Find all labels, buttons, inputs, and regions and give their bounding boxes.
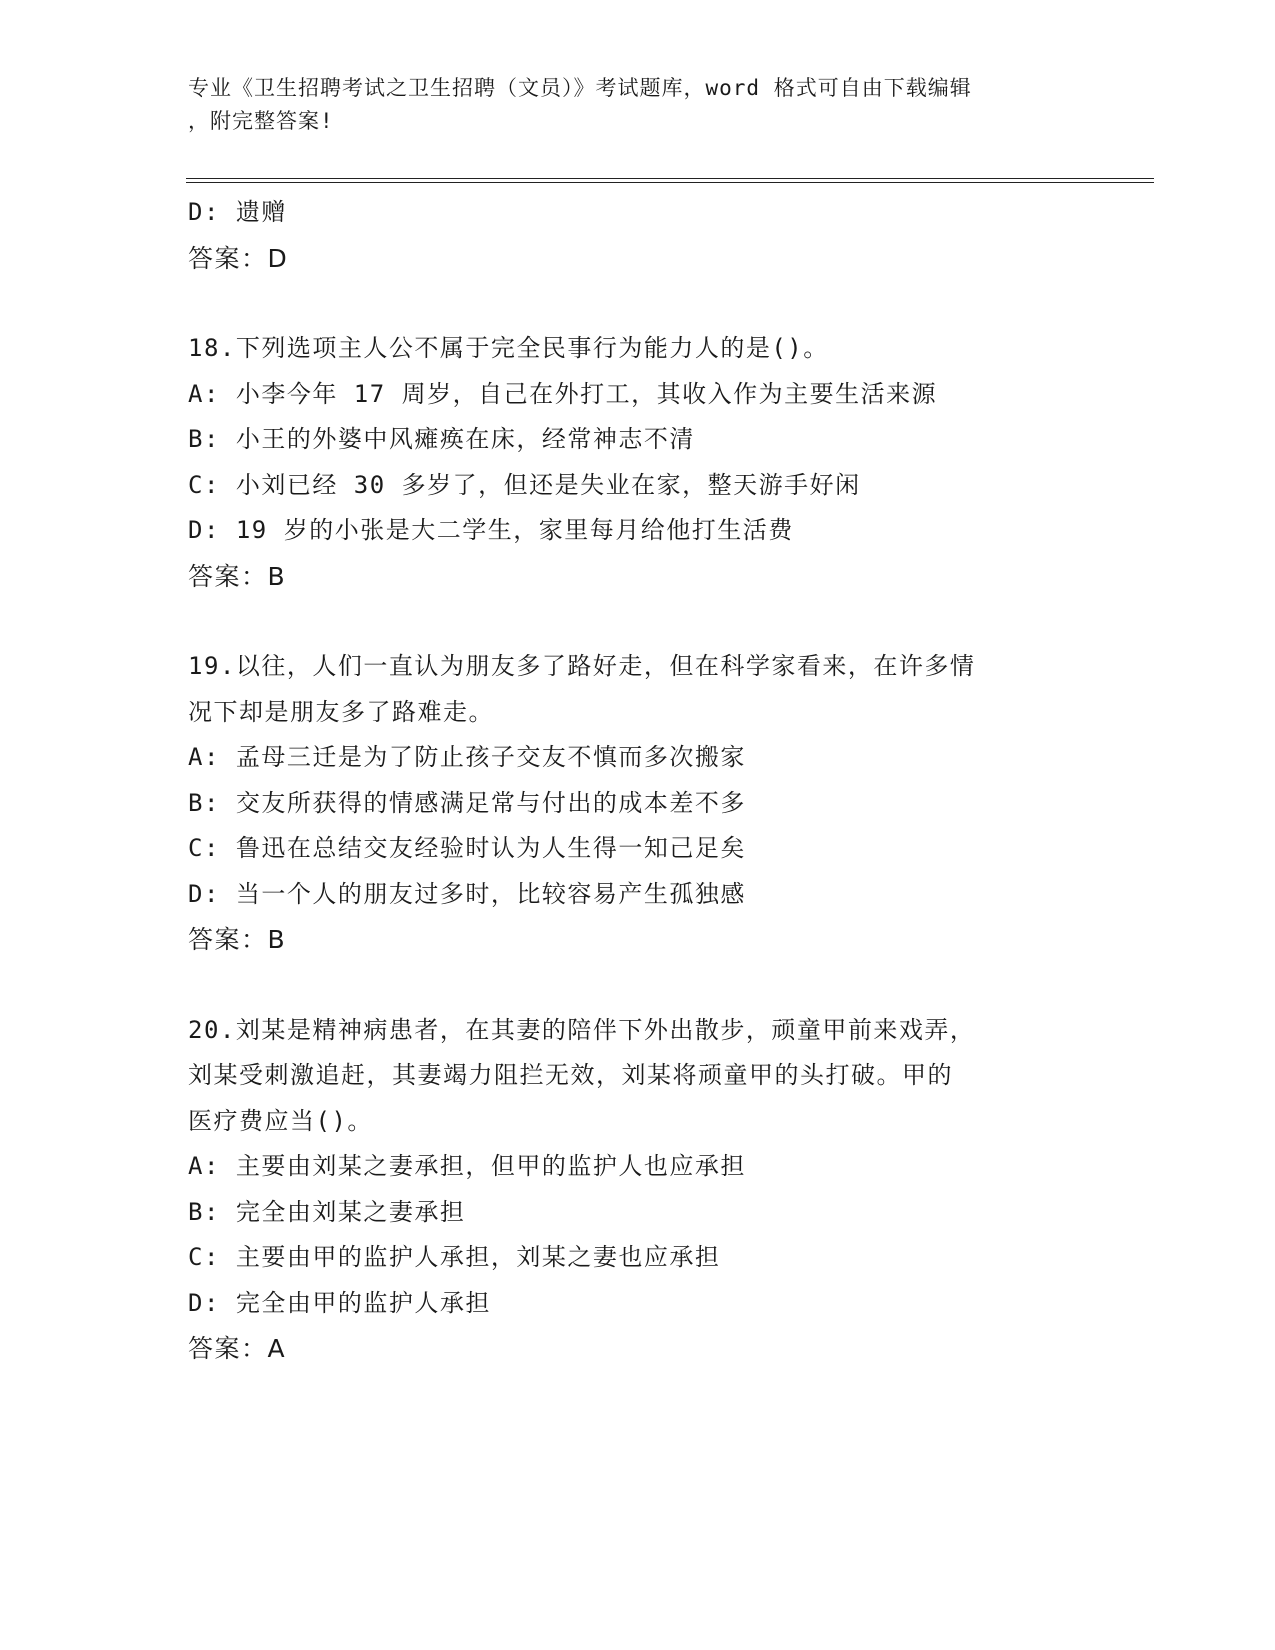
header-divider-top xyxy=(186,178,1154,179)
question-stem-line-1: 20.刘某是精神病患者，在其妻的陪伴下外出散步，顽童甲前来戏弄， xyxy=(188,1015,976,1044)
spacer xyxy=(188,963,1088,1008)
question-20 xyxy=(188,1008,1088,1372)
option-d: D: 遗赠 xyxy=(188,198,287,226)
question-17 xyxy=(188,190,1088,281)
option-a: A: 主要由刘某之妻承担，但甲的监护人也应承担 xyxy=(188,1152,746,1180)
option-c: C: 鲁迅在总结交友经验时认为人生得一知己足矣 xyxy=(188,834,746,862)
option-a: A: 小李今年 17 周岁，自己在外打工，其收入作为主要生活来源 xyxy=(188,379,938,408)
answer: 答案：D xyxy=(188,243,289,273)
answer: 答案：A xyxy=(188,1334,287,1363)
spacer xyxy=(188,281,1088,326)
option-b: B: 小王的外婆中风瘫痪在床，经常神志不清 xyxy=(188,425,695,453)
answer: 答案：B xyxy=(188,925,287,954)
option-c: C: 主要由甲的监护人承担，刘某之妻也应承担 xyxy=(188,1243,721,1271)
option-b: B: 完全由刘某之妻承担 xyxy=(188,1197,466,1226)
option-d: D: 当一个人的朋友过多时，比较容易产生孤独感 xyxy=(188,879,746,908)
option-d: D: 19 岁的小张是大二学生，家里每月给他打生活费 xyxy=(188,516,794,544)
header-divider-bottom xyxy=(186,182,1154,183)
question-content xyxy=(188,190,1088,1372)
question-stem-line-1: 19.以往，人们一直认为朋友多了路好走，但在科学家看来，在许多情 xyxy=(188,652,976,680)
header-line-1: 专业《卫生招聘考试之卫生招聘（文员）》考试题库，word 格式可自由下载编辑 xyxy=(188,76,972,100)
question-stem-line-2: 况下却是朋友多了路难走。 xyxy=(188,697,494,726)
option-a: A: 孟母三迁是为了防止孩子交友不慎而多次搬家 xyxy=(188,743,746,771)
question-19 xyxy=(188,644,1088,963)
header-line-2: ，附完整答案! xyxy=(188,109,334,133)
option-c: C: 小刘已经 30 多岁了，但还是失业在家，整天游手好闲 xyxy=(188,470,861,499)
question-stem-line-2: 刘某受刺激追赶，其妻竭力阻拦无效，刘某将顽童甲的头打破。甲的 xyxy=(188,1061,953,1089)
option-b: B: 交友所获得的情感满足常与付出的成本差不多 xyxy=(188,788,746,817)
question-stem-line-3: 医疗费应当()。 xyxy=(188,1106,373,1135)
option-d: D: 完全由甲的监护人承担 xyxy=(188,1288,491,1317)
document-header xyxy=(188,72,1088,138)
question-18 xyxy=(188,326,1088,599)
question-stem: 18.下列选项主人公不属于完全民事行为能力人的是()。 xyxy=(188,334,829,362)
spacer xyxy=(188,599,1088,644)
answer: 答案：B xyxy=(188,561,287,591)
